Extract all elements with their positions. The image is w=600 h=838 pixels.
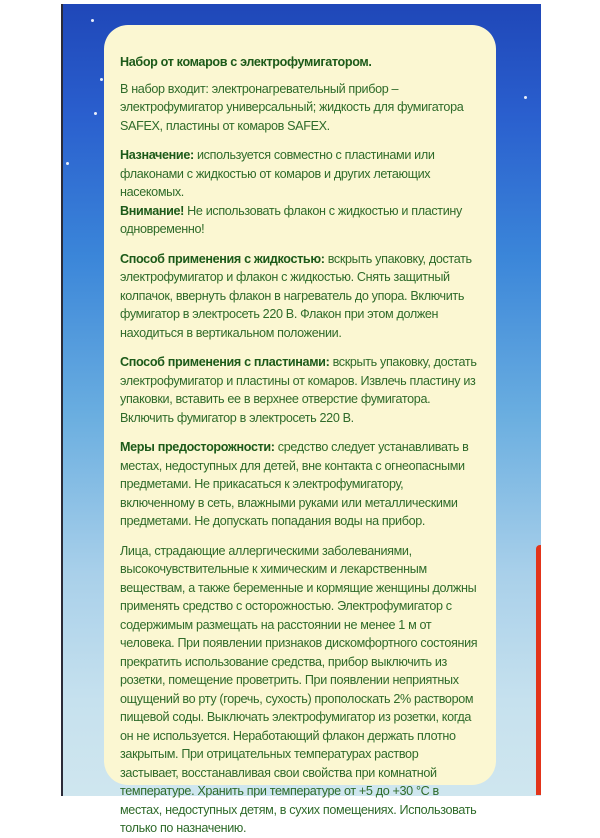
liquid-usage-label: Способ применения с жидкостью: — [120, 251, 325, 266]
plates-usage-paragraph — [120, 353, 478, 427]
star-decoration — [94, 112, 97, 115]
precautions-label: Меры предосторожности: — [120, 440, 275, 454]
panel-title: Набор от комаров с электрофумигатором. — [120, 55, 372, 69]
warning-text: Не использовать флакон с жидкостью и пластину одновременно! — [120, 203, 462, 236]
liquid-usage-paragraph — [120, 250, 478, 343]
purpose-label: Назначение: — [120, 148, 194, 162]
liquid-usage-text: вскрыть упаковку, достать электрофумигатор и флакон с жидкостью. Снять защитный колпачок, ввернуть флакон в нагреватель до упора. Включить фумигатор в электросеть 220 В. Флакон при этом должен находиться в вертикальном положении. — [120, 251, 472, 340]
red-accent-stripe — [536, 545, 541, 795]
precautions-text: средство следует устанавливать в местах, недоступных для детей, вне контакта с огнеопасными предметами. Не прикасаться к электрофумигатору, включенному в сеть, влажными руками или металлическими предметами. Не допускать попадания воды на прибор. — [120, 440, 469, 528]
precautions-paragraph — [120, 438, 478, 531]
kit-contents: В набор входит: электронагревательный прибор – электрофумигатор универсальный; жидкость для фумигатора SAFEX, пластины от комаров SAFEX. — [120, 81, 464, 133]
plates-usage-text: вскрыть упаковку, достать электрофумигатор и пластины от комаров. Извлечь пластину из упаковки, вставить ее в верхнее отверстие фумигатора. Включить фумигатор в электросеть 220 В. — [120, 355, 477, 425]
star-decoration — [100, 78, 103, 81]
warning-paragraph — [120, 202, 478, 239]
plates-usage-label: Способ применения с пластинами: — [120, 355, 330, 369]
star-decoration — [91, 19, 94, 22]
star-decoration — [524, 96, 527, 99]
allergy-note: Лица, страдающие аллергическими заболеваниями, высокочувствительные к химическим и лекарственным веществам, а также беременные и кормящие женщины должны применять средство с осторожностью. Электрофумигатор с содержимым размещать на расстоянии не менее 1 м от человека. При появлении признаков дискомфортного состояния прекратить использование средства, прибор выключить из розетки, помещение проветрить. При появлении неприятных ощущений во рту (горечь, сухость) прополоскать 2% раствором пищевой соды. Выключать электрофумигатор из розетки, когда он не используется. Неработающий флакон держать плотно закрытым. При отрицательных температурах раствор застывает, восстанавливая свои свойства при комнатной температуре. Хранить при температуре от +5 до +30 °С в местах, недоступных детям, в сухих помещениях. Использовать только по назначению. — [120, 543, 478, 835]
instructions-panel — [104, 25, 496, 835]
star-decoration — [66, 162, 69, 165]
warning-label: Внимание! — [120, 203, 184, 218]
purpose-paragraph — [120, 146, 478, 202]
purpose-text: используется совместно с пластинами или флаконами с жидкостью от комаров и других летающих насекомых. — [120, 148, 435, 199]
